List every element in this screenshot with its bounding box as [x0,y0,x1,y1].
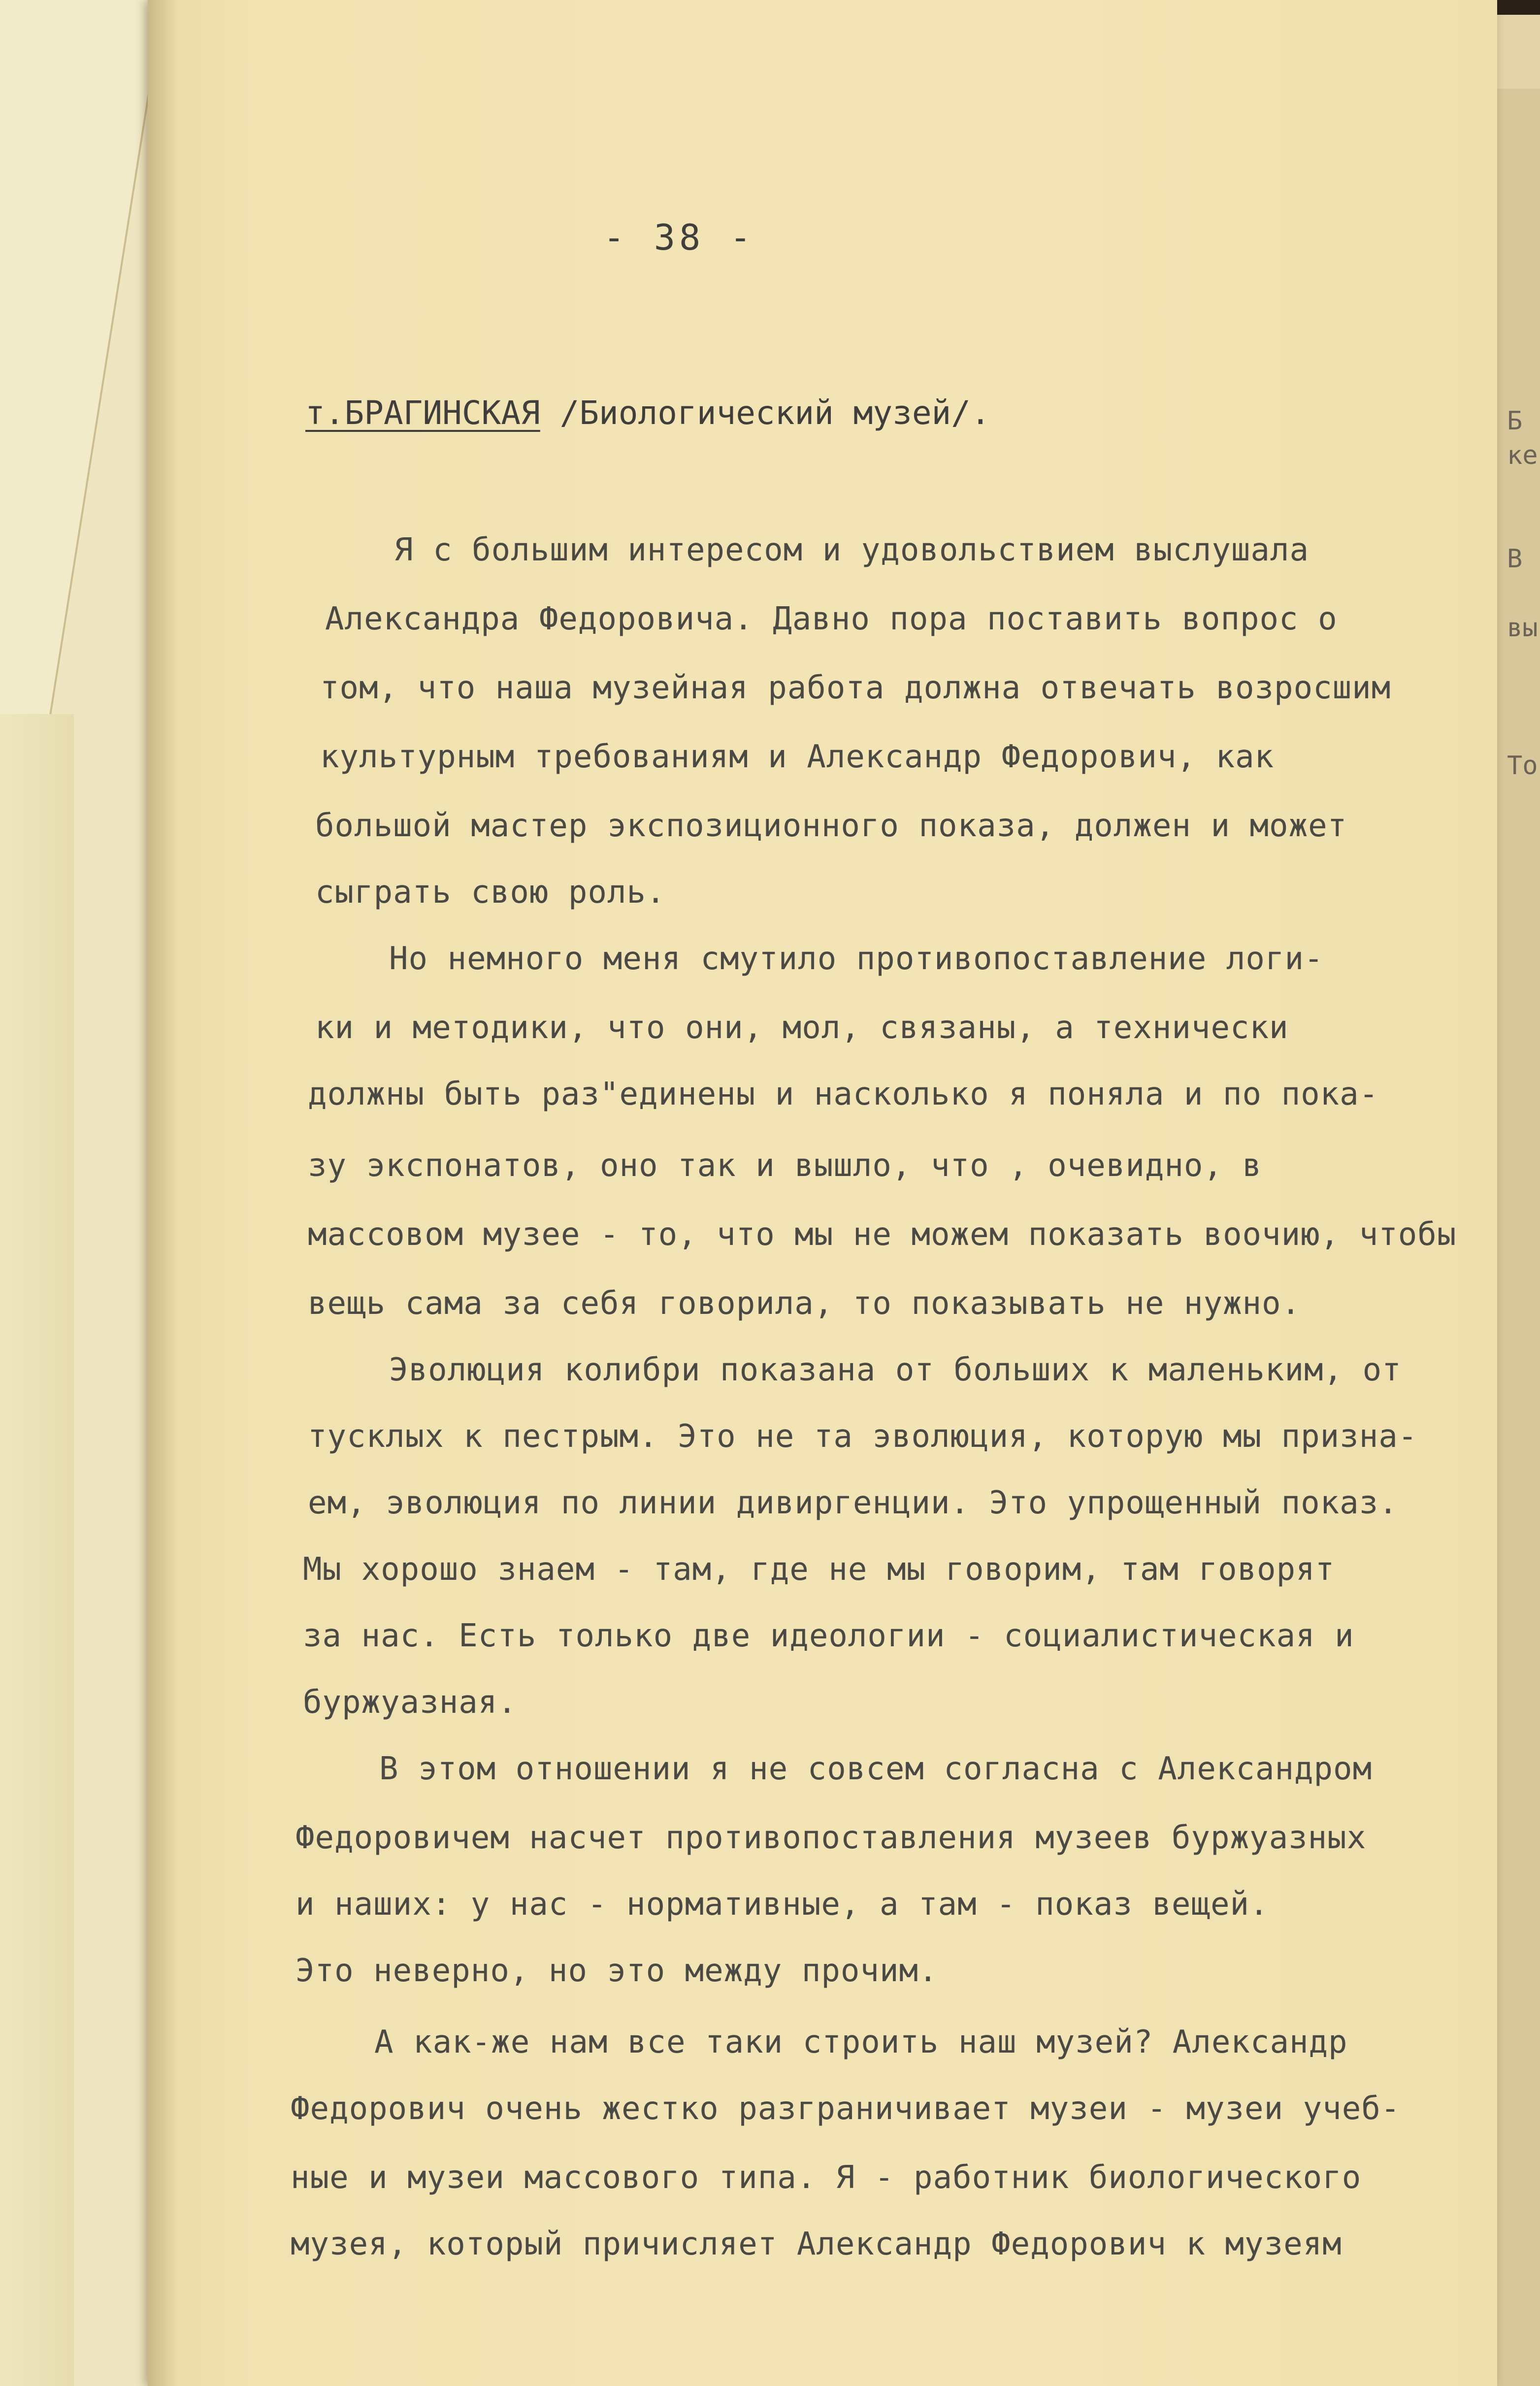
underlying-page-text [1507,404,1538,783]
text-line: Эволюция колибри показана от больших к маленьким, от [389,1352,1402,1388]
text-line: культурным требованиям и Александр Федорович, как [320,739,1275,775]
text-line: за нас. Есть только две идеологии - социалистическая и [303,1618,1354,1654]
text-line: буржуазная. [303,1684,517,1721]
text-line: А как-же нам все таки строить наш музей? Александр [374,2024,1348,2060]
underlying-letter: вы [1507,613,1538,643]
page-binding-shadow [148,0,177,2386]
text-line: музея, который причисляет Александр Федорович к музеям [291,2226,1342,2262]
text-line: ные и музеи массового типа. Я - работник биологического [291,2159,1362,2196]
underlying-letter: ке [1507,441,1538,470]
left-page-corner [0,0,164,714]
text-line: Федорович очень жестко разграничивает музеи - музеи учеб- [291,2091,1401,2127]
text-line: том, что наша музейная работа должна отвечать возросшим [320,670,1391,706]
text-line: массовом музее - то, что мы не можем показать воочию, чтобы [308,1216,1457,1253]
text-line: и наших: у нас - нормативные, а там - показ вещей. [295,1886,1269,1923]
text-line: Это неверно, но это между прочим. [295,1953,938,1989]
left-page-shadow [0,714,74,2386]
text-line: Федоровичем насчет противопоставления музеев буржуазных [295,1820,1367,1856]
text-line: тусклых к пестрым. Это не та эволюция, которую мы призна- [308,1418,1418,1455]
text-line: Но немного меня смутило противопоставление логи- [389,941,1324,977]
speaker-heading [305,394,990,432]
text-line: ем, эволюция по линии дивиргенции. Это упрощенный показ. [308,1485,1398,1521]
underlying-letter: То [1507,751,1538,781]
text-line: зу экспонатов, оно так и вышло, что , очевидно, в [308,1147,1262,1184]
text-line: В этом отношении я не совсем согласна с Александром [379,1751,1373,1787]
text-line: ки и методики, что они, мол, связаны, а технически [315,1010,1289,1046]
text-line: сыграть свою роль. [315,874,666,911]
text-line: большой мастер экспозиционного показа, должен и может [315,808,1347,844]
text-line: Мы хорошо знаем - там, где не мы говорим, там говорят [303,1551,1335,1588]
text-line: Я с большим интересом и удовольствием выслушала [394,532,1309,568]
text-line: должны быть раз"единены и насколько я поняла и по пока- [308,1076,1379,1112]
text-line: вещь сама за себя говорила, то показывать не нужно. [308,1285,1301,1322]
underlying-letter: Б [1507,406,1523,436]
underlying-letter: В [1507,544,1523,574]
page-number: - 38 - [603,217,755,258]
speaker-name: т.БРАГИНСКАЯ [305,394,540,432]
speaker-affiliation: /Биологический музей/. [559,394,990,432]
text-line: Александра Федоровича. Давно пора поставить вопрос о [325,601,1338,637]
